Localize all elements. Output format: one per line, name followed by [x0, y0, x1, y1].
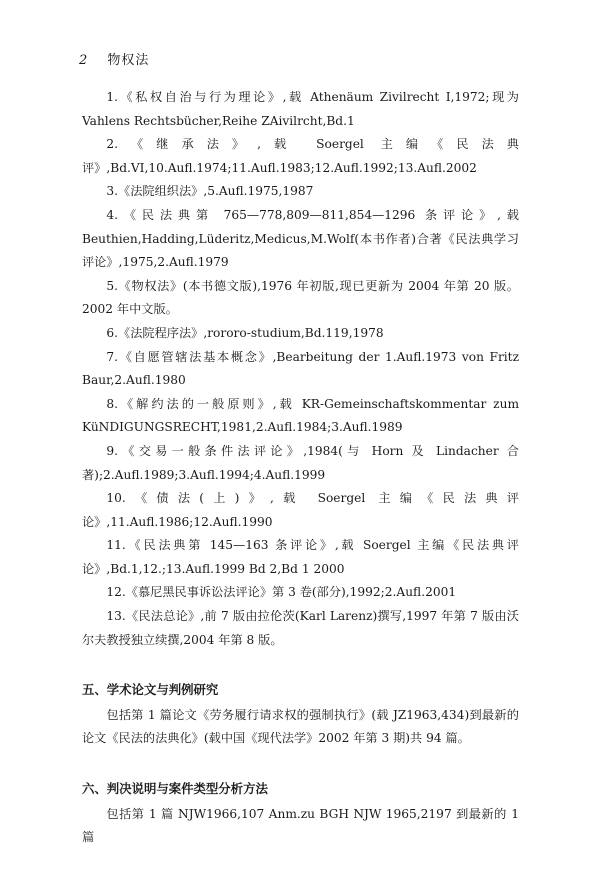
section-paragraph: 包括第 1 篇论文《劳务履行请求权的强制执行》(载 JZ1963,434)到最新的论文《民法的法典化》(载中国《现代法学》2002 年第 3 期)共 94 篇。	[82, 707, 519, 746]
bibliography-item: 4.《民法典第 765—778,809—811,854—1296 条评论》,载 Beuthien,Hadding,Lüderitz,Medicus,M.Wolf(本书作者)合著《民法典学习评论》,1975,2.Aufl.1979	[82, 207, 519, 270]
bibliography-item: 10.《债法(上)》,载 Soergel 主编《民法典评论》,11.Aufl.1986;12.Aufl.1990	[82, 491, 519, 529]
bibliography-item: 13.《民法总论》,前 7 版由拉伦茨(Karl Larenz)撰写,1997 年第 7 版由沃尔夫教授独立续撰,2004 年第 8 版。	[82, 609, 519, 647]
page-number: 2	[79, 53, 89, 68]
bibliography-item: 2.《继承法》,载 Soergel 主编《民法典评》,Bd.VI,10.Aufl.1974;11.Aufl.1983;12.Aufl.1992;13.Aufl.2002	[82, 137, 519, 175]
bibliography-item: 8.《解约法的一般原则》,载 KR-Gemeinschaftskommentar zum KüNDIGUNGSRECHT,1981,2.Aufl.1984;3.Aufl.1989	[82, 396, 519, 435]
section-paragraph: 包括第 1 篇 NJW1966,107 Anm.zu BGH NJW 1965,2197 到最新的 1 篇	[82, 806, 519, 845]
page-content	[82, 86, 519, 850]
bibliography-item: 5.《物权法》(本书德文版),1976 年初版,现已更新为 2004 年第 20 版。2002 年中文版。	[82, 278, 519, 317]
bibliography-item: 3.《法院组织法》,5.Aufl.1975,1987	[106, 184, 314, 199]
bibliography-item: 6.《法院程序法》,rororo-studium,Bd.119,1978	[106, 325, 384, 340]
running-header	[79, 49, 149, 68]
bibliography-item: 9.《交易一般条件法评论》,1984(与 Horn 及 Lindacher 合著);2.Aufl.1989;3.Aufl.1994;4.Aufl.1999	[82, 443, 519, 482]
bibliography-item: 7.《自愿管辖法基本概念》,Bearbeitung der 1.Aufl.1973 von Fritz Baur,2.Aufl.1980	[82, 349, 519, 388]
bibliography-item: 1.《私权自治与行为理论》,载 Athenäum Zivilrecht I,1972;现为 Vahlens Rechtsbücher,Reihe ZAivilrcht,Bd.1	[82, 90, 519, 128]
section-heading: 六、判决说明与案件类型分析方法	[82, 781, 268, 797]
bibliography-item: 11.《民法典第 145—163 条评论》,载 Soergel 主编《民法典评论》,Bd.1,12.;13.Aufl.1999 Bd 2,Bd 1 2000	[82, 538, 519, 576]
section-heading: 五、学术论文与判例研究	[82, 682, 219, 698]
bibliography-item: 12.《慕尼黑民事诉讼法评论》第 3 卷(部分),1992;2.Aufl.2001	[106, 585, 457, 600]
running-title: 物权法	[107, 53, 150, 68]
